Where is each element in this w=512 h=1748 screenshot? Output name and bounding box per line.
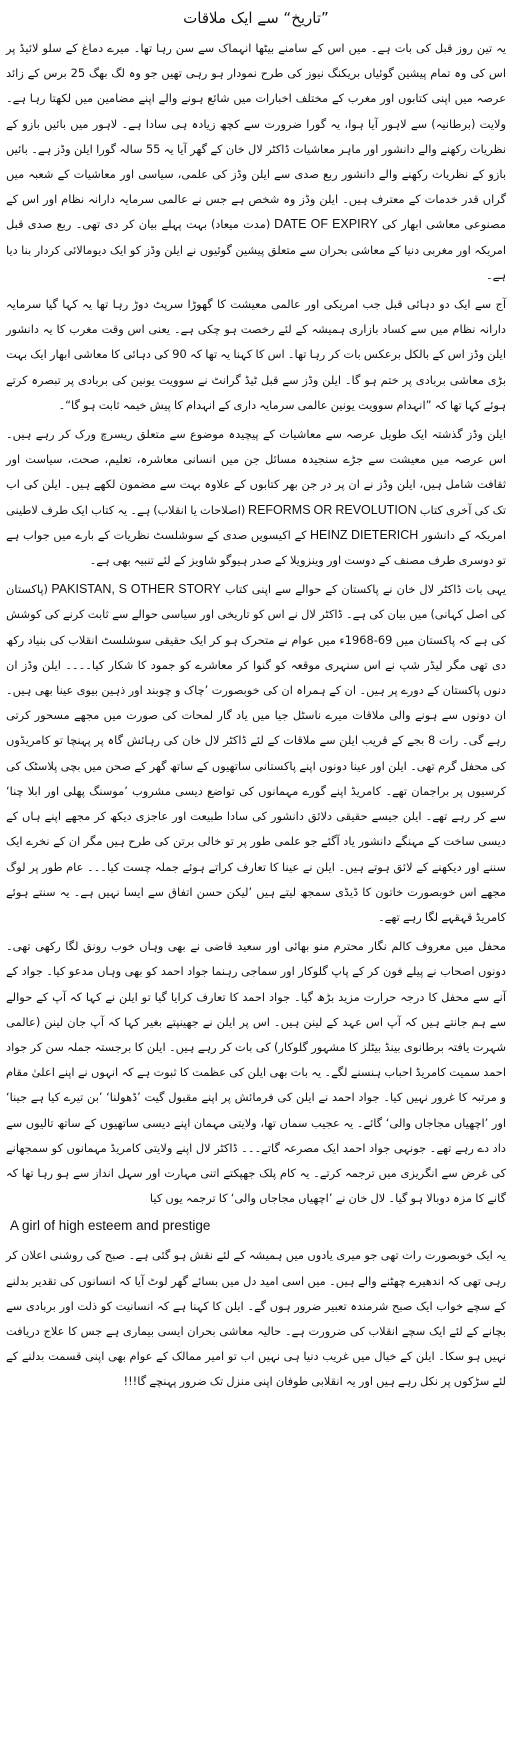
closing-paragraph <box>6 1243 506 1394</box>
paragraph-5 <box>6 934 506 1211</box>
paragraph-1-text-after: (مدت میعاد) بہت پہلے بیان کر دی تھی۔ ربع صدی قبل امریکہ اور مغربی دنیا کے معاشی بحران سے متعلق پیشین گوئیوں نے ایلن وڈز کو ایک دیومالائی کردار بنا دیا ہے۔ <box>6 217 506 282</box>
paragraph-4-text-before: یہی بات ڈاکٹر لال خان نے پاکستان کے حوالے سے اپنی کتاب <box>224 582 506 597</box>
paragraph-1-text-before: یہ تین روز قبل کی بات ہے۔ میں اس کے سامنے بیٹھا انہماک سے سن رہا تھا۔ میرے دماغ کے سلو لائیڈ پر اس کی وہ تمام پیشین گوئیاں بریکنگ نیوز کی طرح نمودار ہو رہی تھیں جو وہ لگ بھگ 25 برس کے زائد عرصہ میں اپنی کتابوں اور مغرب کے مختلف اخبارات میں شائع ہونے والے اپنے مضامین میں لکھتا رہا ہے۔ ولایت (برطانیہ) سے لاہور آیا ہوا، یہ گورا ضرورت سے کچھ زیادہ ہی سادا ہے۔ لاہور میں بائیں بازو کے نظریات رکھنے والے دانشور اور ماہر معاشیات ڈاکٹر لال خان کے گھر آیا یہ 55 سالہ گورا ایلن وڈز ہے۔ بائیں بازو کے نظریات رکھنے والے دانشور ربع صدی سے ایلن وڈز کی علمی، سیاسی اور معاشیات کے شعبہ میں گراں قدر خدمات کے معترف ہیں۔ ایلن وڈز وہ شخص ہے جس نے عالمی سرمایہ دارانہ نظام اور اس کے مصنوعی معاشی ابھار کی <box>6 41 507 232</box>
english-translation-line: A girl of high esteem and prestige <box>10 1218 211 1234</box>
paragraph-2-text: آج سے ایک دو دہائی قبل جب امریکی اور عالمی معیشت کا گھوڑا سرپٹ دوڑ رہا تھا یہ کہا گیا سرمایہ دارانہ نظام میں سے کساد بازاری ہمیشہ کے لئے رخصت ہو چکی ہے۔ یعنی اس وقت مغرب کا یہ دانشور ایلن وڈز اس کے بالکل برعکس بات کر رہا تھا۔ اس کا کہنا یہ تھا کہ 90 کی دہائی کا معاشی ابھار ایک بہت بڑی معاشی بربادی پر ختم ہو گا۔ ایلن وڈز سے قبل ٹیڈ گرانٹ نے سوویت یونین کی بربادی پر تبصرہ کرتے ہوئے کہا تھا کہ ”انہدام سوویت یونین عالمی سرمایہ داری کے انہدام کا پیش خیمہ ثابت ہو گا“۔ <box>6 297 506 412</box>
paragraph-3-text-after: (اصلاحات یا انقلاب) ہے۔ یہ کتاب ایک طرف لاطینی امریکہ کے دانشور <box>6 502 506 542</box>
paragraph-5-text: محفل میں معروف کالم نگار محترم منو بھائی اور سعید قاضی نے بھی وہاں خوب رونق لگا رکھی تھی۔ دونوں اصحاب نے پیلے فون کر کے پاپ گلوکار اور سماجی رہنما جواد احمد کو بھی وہاں مدعو کیا۔ جواد کے آنے سے محفل کا درجہ حرارت مزید بڑھ گیا۔ جواد احمد کا تعارف کرایا گیا تو ایلن نے کہا کہ آپ کے حوالے سے ہم جانتے ہیں کہ آپ اس عہد کے لینن ہیں۔ اس پر ایلن نے جھینپتے بغیر کہا کہ آپ جان لینن (عالمی شہرت یافتہ برطانوی بینڈ بیٹلز کا مشہور گلوکار) کی بات کر رہے ہیں۔ ایلن کا برجستہ جملہ سن کر جواد احمد سمیت کامریڈ احباب ہنسنے لگے۔ یہ بات بھی ایلن کی عظمت کا ثبوت ہے کہ انہوں نے اپنے اعلیٰ مقام و مرتبہ کا غرور نہیں کیا۔ جواد احمد نے ایلن کی فرمائش پر اپنے مقبول گیت ’ڈھولنا‘ ’بن تیرے کیا ہے جینا‘ اور ’اچھیاں مجاجاں والی‘ گائے۔ یہ عجیب سماں تھا، ولایتی مہمان اپنے دیسی ساتھیوں کے ساتھ تالیوں سے داد دے رہے تھے۔ جونہی جواد احمد ایک مصرعہ گاتے۔۔۔ ڈاکٹر لال اپنے ولایتی کامریڈ مہمانوں کو سمجھانے کی غرض سے انگریزی میں ترجمہ کرتے۔ یہ کام پلک جھپکتے اتنی مہارت اور سہل انداز سے ہو رہا تھا کہ گانے کا مزہ دوبالا ہو گیا۔ لال خان نے ’اچھیاں مجاجاں والی‘ کا ترجمہ یوں کیا <box>6 939 506 1206</box>
paragraph-3 <box>6 422 506 573</box>
article-title: ”تاریخ“ سے ایک ملاقات <box>183 9 329 27</box>
paragraph-3-latin: REFORMS OR REVOLUTION <box>248 502 417 517</box>
paragraph-3-text-before: ایلن وڈز گذشتہ ایک طویل عرصہ سے معاشیات کے پیچیدہ موضوع سے متعلق ریسرچ ورک کر رہے ہیں۔ اس عرصہ میں معیشت سے جڑے سنجیدہ مسائل جن میں انسانی معاشرہ، تعلیم، صحت، سیاست اور ثقافت شامل ہیں، ایلن وڈز نے ان پر در جن بھر کتابوں کے علاوہ بہت سے مضمون لکھے ہیں۔ ایلن کی اب تک کی آخری کتاب <box>6 427 506 517</box>
paragraph-4-latin: PAKISTAN, S OTHER STORY <box>51 582 221 597</box>
paragraph-4 <box>6 577 506 930</box>
paragraph-1 <box>6 36 506 288</box>
paragraph-1-latin: DATE OF EXPIRY <box>274 217 378 232</box>
article-column <box>6 0 506 1395</box>
paragraph-3b-text-after: کے اکیسویں صدی کے سوشلسٹ نظریات کے بارے میں جواب ہے تو دوسری طرف مصنف کے دوست اور وینزویلا کے صدر ہیوگو شاویز کے لئے تنبیہ بھی ہے۔ <box>6 527 506 568</box>
paragraph-3b-latin: HEINZ DIETERICH <box>309 527 419 542</box>
closing-paragraph-text: یہ ایک خوبصورت رات تھی جو میری یادوں میں ہمیشہ کے لئے نقش ہو گئی ہے۔ صبح کی روشنی اعلان کر رہی تھی کہ اندھیرے چھٹنے والے ہیں۔ میں اسی امید دل میں بسائے گھر لوٹ آیا کہ انسانوں کی تقدیر بدلنے کے سچے خواب ایک صبح شرمندہ تعبیر ضرور ہوں گے۔ ایلن کا کہنا ہے کہ انسانیت کو ذلت اور بربادی سے بچانے کے لئے ایک سچے انقلاب کی ضرورت ہے۔ حالیہ معاشی بحران ایسی بیماری ہے جس کا علاج دریافت نہیں ہو سکا۔ ایلن کے خیال میں غریب دنیا ہی نہیں اب تو امیر ممالک کے عوام بھی اپنی قسمت بدلنے کے لئے سڑکوں پر نکل رہے ہیں اور یہ انقلابی طوفان اپنی منزل تک ضرور پہنچے گا!!! <box>6 1248 506 1389</box>
paragraph-4-text-after: (پاکستان کی اصل کہانی) میں بیان کی ہے۔ ڈاکٹر لال نے اس کو تاریخی اور سیاسی حوالے سے ثابت کرنے کی کوشش کی ہے کہ پاکستان میں 69-1968ء میں عوام نے متحرک ہو کر ایک حقیقی سوشلسٹ انقلاب کی بنیاد رکھ دی تھی مگر لیڈر شپ نے اس سنہری موقعہ کو گنوا کر معاشرے کو جمود کا شکار کیا۔۔۔۔ ایلن وڈز ان دنوں پاکستان کے دورے پر ہیں۔ ان کے ہمراہ ان کی خوبصورت ’چاک و چوبند اور ذہین بیوی عینا بھی ہیں۔ ان دونوں سے ہونے والی ملاقات میرے ناسٹل جیا میں یاد گار لمحات کی صورت میں مجھے مسحور کرتی رہے گی۔ رات 8 بجے کے قریب ایلن سے ملاقات کے لئے ڈاکٹر لال خان کی رہائش گاہ پر پہنچا تو کامریڈوں کی محفل گرم تھی۔ ایلن اور عینا دونوں اپنے پاکستانی ساتھیوں کے ساتھ گھر کے صحن میں بچی پلاسٹک کی کرسیوں پر براجمان تھے۔ کامریڈ اپنے گورے مہمانوں کی تواضع دیسی مشروب ’موسنگ پھلی اور ابلا چنا‘ سے کر رہے تھے۔ ایلن جیسے حقیقی دلائق دانشور کی سادا طبیعت اور عاجزی دیکھ کر مجھے اپنے ہاں کے دیسی ساخت کے مہنگے دانشور یاد آگئے جو علمی طور پر تو خالی برتن کی طرح ہیں مگر ان کے نخرے ایک سننے اور دیکھنے کے لائق ہوتے ہیں۔ ایلن نے عینا کا تعارف کراتے ہوئے جملہ چست کیا۔۔۔ عام طور پر لوگ مجھے اس خوبصورت خاتون کا ڈیڈی سمجھ لیتے ہیں ’لیکن حسن اتفاق سے ایسا نہیں ہے۔ یہ سنتے ہوئے کامریڈ قہقہے لگا رہے تھے۔ <box>6 582 506 924</box>
paragraph-2 <box>6 292 506 418</box>
